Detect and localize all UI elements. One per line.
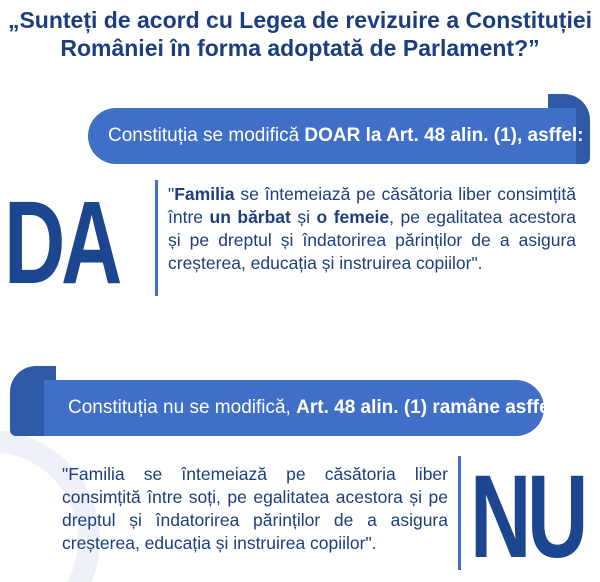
da-label: DA [4, 177, 119, 309]
da-quote: "Familia se întemeiază pe căsătoria liber consimțită între un bărbat și o femeie, pe egalitatea acestora și pe dreptul și îndatorirea părinților de a asigura creșterea, educația și instruirea copiilor". [168, 184, 576, 273]
nu-banner [44, 380, 562, 436]
da-banner [88, 108, 584, 164]
nu-banner-text: Constituția nu se modifică, Art. 48 alin. (1) ramâne asffel: [68, 397, 562, 418]
nu-label: NU [470, 451, 585, 582]
referendum-question [0, 6, 600, 62]
question-line-1: „Sunteți de acord cu Legea de revizuire a Constituției [7, 7, 593, 33]
question-line-2: României în forma adoptată de Parlament?” [60, 35, 540, 61]
nu-quote: "Familia se întemeiază pe căsătoria liber consimțită între soți, pe egalitatea acestora și pe dreptul și îndatorirea părinților de a asigura creșterea, educația și instruirea copiilor". [62, 464, 448, 553]
nu-divider [458, 456, 461, 570]
da-divider [155, 180, 158, 296]
da-banner-text: Constituția se modifică DOAR la Art. 48 alin. (1), asffel: [108, 125, 584, 146]
